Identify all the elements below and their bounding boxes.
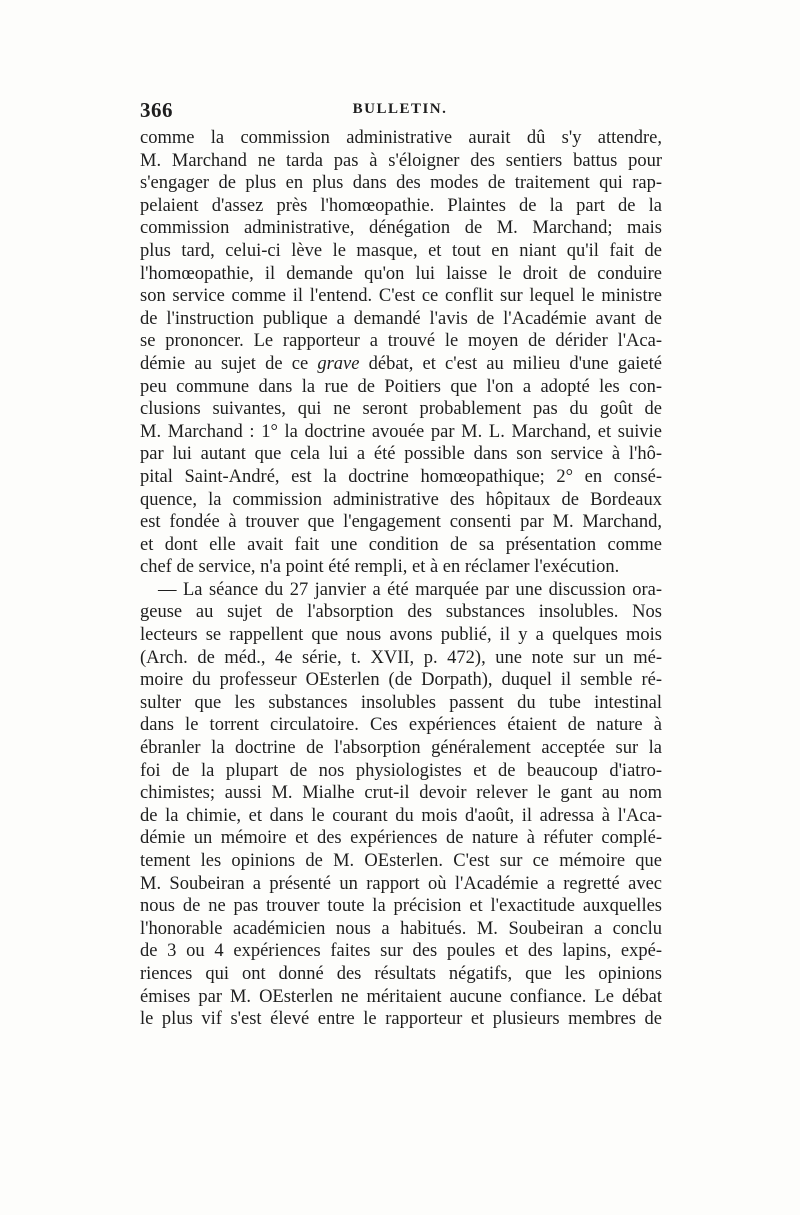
text-line: commission administrative, dénégation de M. Marchand; mais [140,218,662,239]
text-line: ébranler la doctrine de l'absorption généralement acceptée sur la [140,738,662,759]
paragraph-end-line: chef de service, n'a point été rempli, et à en réclamer l'exécution. [140,557,620,578]
text-line: de la chimie, et dans le courant du mois d'août, il adressa à l'Aca- [140,805,662,826]
text-line: riences qui ont donné des résultats négatifs, que les opinions [140,963,662,984]
running-head: BULLETIN. [352,101,448,117]
text-line: pelaient d'assez près l'homœopathie. Plaintes de la part de la [140,195,662,216]
text-line: se prononcer. Le rapporteur a trouvé le moyen de dérider l'Aca- [140,331,662,352]
text-line: plus tard, celui-ci lève le masque, et tout en niant qu'il fait de [140,240,662,261]
text-line: démie au sujet de ce grave débat, et c'est au milieu d'une gaieté [140,353,662,374]
text-line: l'honorable académicien nous a habitués. M. Soubeiran a conclu [140,918,662,939]
italic-text: grave [317,353,360,374]
page-number: 366 [140,98,173,122]
text-line: moire du professeur OEsterlen (de Dorpath), duquel il semble ré- [140,670,662,691]
text-line: M. Marchand : 1° la doctrine avouée par M. L. Marchand, et suivie [140,421,662,442]
text-line: foi de la plupart de nos physiologistes et de beaucoup d'iatro- [140,760,662,781]
text-line: de l'instruction publique a demandé l'avis de l'Académie avant de [140,308,662,329]
text-line: est fondée à trouver que l'engagement consenti par M. Marchand, [140,512,662,533]
text-line: et dont elle avait fait une condition de sa présentation comme [140,534,662,555]
body-text [140,127,662,1031]
text-line: M. Soubeiran a présenté un rapport où l'Académie a regretté avec [140,873,662,894]
text-line: (Arch. de méd., 4e série, t. XVII, p. 472), une note sur un mé- [140,647,662,668]
text-line: son service comme il l'entend. C'est ce conflit sur lequel le ministre [140,286,662,307]
text-line: nous de ne pas trouver toute la précision et l'exactitude auxquelles [140,896,662,917]
text-line: dans le torrent circulatoire. Ces expériences étaient de nature à [140,715,662,736]
text-line: sulter que les substances insolubles passent du tube intestinal [140,692,662,713]
text-line: chimistes; aussi M. Mialhe crut-il devoir relever le gant au nom [140,783,662,804]
text-line: comme la commission administrative aurait dû s'y attendre, [140,128,662,148]
text-line: démie un mémoire et des expériences de nature à réfuter complé- [140,828,662,849]
text-line: clusions suivantes, qui ne seront probablement pas du goût de [140,399,662,420]
text-line: l'homœopathie, il demande qu'on lui laisse le droit de conduire [140,263,662,284]
text-line: pital Saint-André, est la doctrine homœopathique; 2° en consé- [140,466,662,487]
text-line: de 3 ou 4 expériences faites sur des poules et des lapins, expé- [140,941,662,962]
text-line: émises par M. OEsterlen ne méritaient aucune confiance. Le débat [140,986,662,1007]
text-line: geuse au sujet de l'absorption des substances insolubles. Nos [140,602,662,623]
text-line: lecteurs se rappellent que nous avons publié, il y a quelques mois [140,625,662,646]
page-header [140,98,660,126]
text-line: le plus vif s'est élevé entre le rapporteur et plusieurs membres de [140,1009,662,1030]
text-line: M. Marchand ne tarda pas à s'éloigner des sentiers battus pour [140,150,662,171]
text-line: s'engager de plus en plus dans des modes de traitement qui rap- [140,173,662,194]
paragraph-start-line: — La séance du 27 janvier a été marquée par une discussion ora- [158,579,662,600]
text-line: tement les opinions de M. OEsterlen. C'est sur ce mémoire que [140,851,662,871]
text-line: quence, la commission administrative des hôpitaux de Bordeaux [140,489,662,510]
text-line: par lui autant que cela lui a été possible dans son service à l'hô- [140,444,662,465]
text-line: peu commune dans la rue de Poitiers que l'on a adopté les con- [140,376,662,397]
